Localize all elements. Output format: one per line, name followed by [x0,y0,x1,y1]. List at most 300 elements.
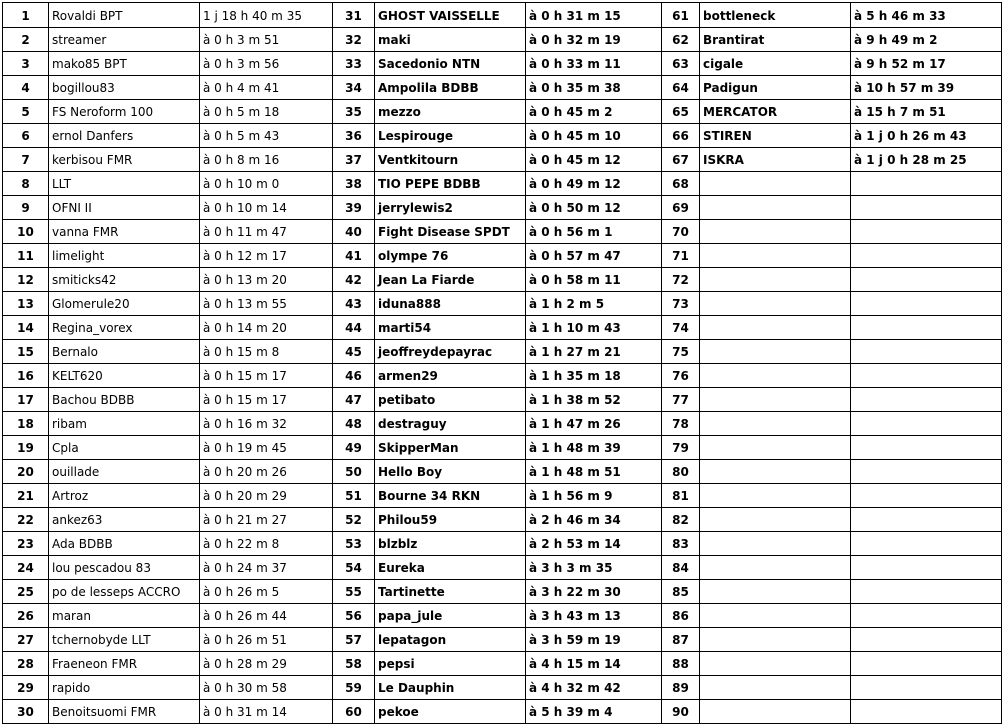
table-row [3,364,1002,388]
table-row [3,220,1002,244]
cell-time [851,292,1002,316]
cell-name: Fraeneon FMR [49,652,200,676]
cell-name: Rovaldi BPT [49,3,200,28]
cell-rank: 33 [333,52,375,76]
cell-rank: 40 [333,220,375,244]
cell-time: à 0 h 20 m 29 [200,484,333,508]
cell-rank: 5 [3,100,49,124]
cell-name: ernol Danfers [49,124,200,148]
cell-name [700,196,851,220]
cell-name: Eureka [375,556,526,580]
cell-rank: 75 [662,340,700,364]
cell-time: à 3 h 59 m 19 [526,628,662,652]
cell-time: à 0 h 30 m 58 [200,676,333,700]
cell-rank: 42 [333,268,375,292]
cell-name: Tartinette [375,580,526,604]
cell-time: à 0 h 11 m 47 [200,220,333,244]
cell-time: à 10 h 57 m 39 [851,76,1002,100]
cell-time: à 0 h 21 m 27 [200,508,333,532]
cell-name: Lespirouge [375,124,526,148]
cell-rank: 29 [3,676,49,700]
table-row [3,76,1002,100]
cell-name: pepsi [375,652,526,676]
table-row [3,484,1002,508]
cell-time: à 0 h 57 m 47 [526,244,662,268]
cell-time: à 0 h 35 m 38 [526,76,662,100]
cell-time: à 1 h 56 m 9 [526,484,662,508]
cell-time [851,388,1002,412]
table-row [3,28,1002,52]
cell-name: SkipperMan [375,436,526,460]
cell-time [851,604,1002,628]
table-row [3,316,1002,340]
table-row [3,700,1002,724]
cell-rank: 45 [333,340,375,364]
cell-time [851,676,1002,700]
cell-rank: 47 [333,388,375,412]
cell-time: à 9 h 52 m 17 [851,52,1002,76]
cell-rank: 61 [662,3,700,28]
cell-rank: 86 [662,604,700,628]
cell-name [700,436,851,460]
cell-time: à 0 h 3 m 56 [200,52,333,76]
cell-rank: 26 [3,604,49,628]
cell-rank: 27 [3,628,49,652]
cell-name [700,316,851,340]
cell-rank: 46 [333,364,375,388]
results-table [2,2,1002,724]
table-row [3,100,1002,124]
cell-time: à 0 h 26 m 5 [200,580,333,604]
cell-name: lou pescadou 83 [49,556,200,580]
cell-time: à 0 h 26 m 51 [200,628,333,652]
cell-name: Ventkitourn [375,148,526,172]
cell-name [700,172,851,196]
cell-rank: 82 [662,508,700,532]
cell-name: Ampolila BDBB [375,76,526,100]
cell-rank: 84 [662,556,700,580]
cell-time: à 3 h 43 m 13 [526,604,662,628]
cell-name: bottleneck [700,3,851,28]
cell-time: à 0 h 13 m 55 [200,292,333,316]
cell-rank: 13 [3,292,49,316]
cell-rank: 76 [662,364,700,388]
cell-rank: 7 [3,148,49,172]
cell-time: à 1 j 0 h 28 m 25 [851,148,1002,172]
cell-name: smiticks42 [49,268,200,292]
cell-time: à 0 h 33 m 11 [526,52,662,76]
cell-time: à 0 h 58 m 11 [526,268,662,292]
results-body [3,3,1002,724]
cell-time [851,580,1002,604]
cell-time: à 0 h 4 m 41 [200,76,333,100]
cell-rank: 73 [662,292,700,316]
cell-name: marti54 [375,316,526,340]
cell-name [700,340,851,364]
cell-rank: 22 [3,508,49,532]
cell-time: à 5 h 39 m 4 [526,700,662,724]
cell-time: à 0 h 31 m 15 [526,3,662,28]
table-row [3,628,1002,652]
cell-name [700,580,851,604]
cell-rank: 58 [333,652,375,676]
cell-rank: 55 [333,580,375,604]
cell-rank: 54 [333,556,375,580]
cell-name [700,484,851,508]
cell-name: bogillou83 [49,76,200,100]
cell-rank: 34 [333,76,375,100]
cell-name: mako85 BPT [49,52,200,76]
cell-rank: 63 [662,52,700,76]
cell-time: à 0 h 26 m 44 [200,604,333,628]
cell-rank: 1 [3,3,49,28]
cell-rank: 60 [333,700,375,724]
cell-name [700,604,851,628]
cell-name: ribam [49,412,200,436]
table-row [3,532,1002,556]
cell-rank: 77 [662,388,700,412]
cell-rank: 83 [662,532,700,556]
cell-time: à 2 h 46 m 34 [526,508,662,532]
cell-rank: 79 [662,436,700,460]
cell-time: à 0 h 24 m 37 [200,556,333,580]
cell-name: Brantirat [700,28,851,52]
cell-time: 1 j 18 h 40 m 35 [200,3,333,28]
cell-rank: 14 [3,316,49,340]
table-row [3,292,1002,316]
cell-rank: 12 [3,268,49,292]
cell-name [700,268,851,292]
cell-time: à 1 h 35 m 18 [526,364,662,388]
cell-time: à 0 h 5 m 43 [200,124,333,148]
cell-name: Cpla [49,436,200,460]
cell-rank: 24 [3,556,49,580]
cell-name [700,388,851,412]
cell-name: mezzo [375,100,526,124]
cell-name: LLT [49,172,200,196]
table-row [3,148,1002,172]
cell-time [851,460,1002,484]
cell-rank: 62 [662,28,700,52]
cell-time [851,172,1002,196]
cell-time: à 0 h 15 m 8 [200,340,333,364]
cell-name [700,364,851,388]
cell-name: Sacedonio NTN [375,52,526,76]
cell-time: à 0 h 5 m 18 [200,100,333,124]
cell-time: à 0 h 45 m 12 [526,148,662,172]
cell-time: à 0 h 15 m 17 [200,364,333,388]
cell-rank: 43 [333,292,375,316]
cell-time: à 0 h 49 m 12 [526,172,662,196]
cell-rank: 72 [662,268,700,292]
cell-rank: 90 [662,700,700,724]
cell-time: à 1 h 10 m 43 [526,316,662,340]
cell-time: à 0 h 12 m 17 [200,244,333,268]
table-row [3,196,1002,220]
table-row [3,52,1002,76]
cell-time: à 1 h 48 m 51 [526,460,662,484]
cell-time: à 0 h 8 m 16 [200,148,333,172]
cell-time: à 0 h 31 m 14 [200,700,333,724]
cell-rank: 19 [3,436,49,460]
cell-time [851,316,1002,340]
table-row [3,340,1002,364]
cell-time [851,532,1002,556]
cell-time: à 0 h 16 m 32 [200,412,333,436]
cell-rank: 17 [3,388,49,412]
cell-rank: 65 [662,100,700,124]
cell-rank: 89 [662,676,700,700]
cell-name [700,292,851,316]
cell-rank: 59 [333,676,375,700]
cell-name: olympe 76 [375,244,526,268]
cell-time: à 0 h 22 m 8 [200,532,333,556]
cell-time: à 0 h 14 m 20 [200,316,333,340]
cell-name [700,532,851,556]
cell-time [851,508,1002,532]
cell-name: MERCATOR [700,100,851,124]
cell-time: à 0 h 19 m 45 [200,436,333,460]
cell-rank: 38 [333,172,375,196]
cell-time: à 0 h 56 m 1 [526,220,662,244]
cell-rank: 44 [333,316,375,340]
cell-rank: 35 [333,100,375,124]
cell-name: Padigun [700,76,851,100]
table-row [3,412,1002,436]
cell-name: Jean La Fiarde [375,268,526,292]
cell-name [700,652,851,676]
cell-rank: 25 [3,580,49,604]
cell-name: TIO PEPE BDBB [375,172,526,196]
cell-rank: 21 [3,484,49,508]
cell-name: Le Dauphin [375,676,526,700]
cell-time: à 1 j 0 h 26 m 43 [851,124,1002,148]
cell-name: lepatagon [375,628,526,652]
cell-name: STIREN [700,124,851,148]
cell-time [851,652,1002,676]
cell-time [851,700,1002,724]
cell-rank: 18 [3,412,49,436]
cell-time: à 4 h 32 m 42 [526,676,662,700]
cell-rank: 10 [3,220,49,244]
cell-rank: 88 [662,652,700,676]
cell-time: à 3 h 3 m 35 [526,556,662,580]
table-row [3,460,1002,484]
cell-name: cigale [700,52,851,76]
cell-rank: 67 [662,148,700,172]
cell-time: à 4 h 15 m 14 [526,652,662,676]
cell-time [851,628,1002,652]
cell-name: Benoitsuomi FMR [49,700,200,724]
cell-time: à 15 h 7 m 51 [851,100,1002,124]
table-row [3,508,1002,532]
cell-rank: 57 [333,628,375,652]
table-row [3,388,1002,412]
cell-time: à 2 h 53 m 14 [526,532,662,556]
cell-time [851,412,1002,436]
cell-time: à 1 h 27 m 21 [526,340,662,364]
cell-time: à 1 h 2 m 5 [526,292,662,316]
cell-name: Glomerule20 [49,292,200,316]
cell-rank: 37 [333,148,375,172]
cell-time: à 1 h 48 m 39 [526,436,662,460]
cell-name: vanna FMR [49,220,200,244]
cell-name: Artroz [49,484,200,508]
cell-rank: 32 [333,28,375,52]
table-row [3,172,1002,196]
cell-time: à 0 h 3 m 51 [200,28,333,52]
cell-time: à 0 h 32 m 19 [526,28,662,52]
cell-name: petibato [375,388,526,412]
cell-name: iduna888 [375,292,526,316]
cell-rank: 50 [333,460,375,484]
cell-name: Bachou BDBB [49,388,200,412]
cell-rank: 78 [662,412,700,436]
cell-time [851,556,1002,580]
table-row [3,676,1002,700]
table-row [3,652,1002,676]
cell-name: jerrylewis2 [375,196,526,220]
cell-time [851,340,1002,364]
cell-rank: 85 [662,580,700,604]
cell-rank: 69 [662,196,700,220]
cell-name: blzblz [375,532,526,556]
cell-name [700,700,851,724]
cell-name [700,460,851,484]
cell-name: streamer [49,28,200,52]
cell-time [851,364,1002,388]
cell-name: maki [375,28,526,52]
cell-time: à 0 h 45 m 10 [526,124,662,148]
cell-name: Philou59 [375,508,526,532]
cell-name: Fight Disease SPDT [375,220,526,244]
cell-time: à 0 h 28 m 29 [200,652,333,676]
cell-name: limelight [49,244,200,268]
cell-name: papa_jule [375,604,526,628]
cell-name: jeoffreydepayrac [375,340,526,364]
cell-time: à 1 h 38 m 52 [526,388,662,412]
cell-name: po de lesseps ACCRO [49,580,200,604]
cell-time: à 5 h 46 m 33 [851,3,1002,28]
cell-name: ouillade [49,460,200,484]
cell-rank: 87 [662,628,700,652]
cell-rank: 66 [662,124,700,148]
cell-time: à 0 h 45 m 2 [526,100,662,124]
cell-rank: 3 [3,52,49,76]
cell-name: tchernobyde LLT [49,628,200,652]
cell-name: ankez63 [49,508,200,532]
cell-rank: 52 [333,508,375,532]
cell-time [851,220,1002,244]
cell-time: à 9 h 49 m 2 [851,28,1002,52]
cell-rank: 15 [3,340,49,364]
table-row [3,580,1002,604]
cell-name [700,220,851,244]
cell-name: maran [49,604,200,628]
cell-time: à 1 h 47 m 26 [526,412,662,436]
cell-time [851,196,1002,220]
cell-rank: 70 [662,220,700,244]
cell-time: à 0 h 10 m 0 [200,172,333,196]
cell-rank: 16 [3,364,49,388]
cell-rank: 51 [333,484,375,508]
cell-time [851,484,1002,508]
cell-rank: 74 [662,316,700,340]
cell-name: Ada BDBB [49,532,200,556]
cell-name: Bourne 34 RKN [375,484,526,508]
cell-rank: 56 [333,604,375,628]
cell-rank: 53 [333,532,375,556]
cell-time: à 0 h 20 m 26 [200,460,333,484]
cell-time [851,268,1002,292]
cell-rank: 2 [3,28,49,52]
cell-rank: 71 [662,244,700,268]
cell-rank: 64 [662,76,700,100]
cell-rank: 11 [3,244,49,268]
cell-rank: 31 [333,3,375,28]
cell-name: GHOST VAISSELLE [375,3,526,28]
cell-rank: 39 [333,196,375,220]
cell-name [700,628,851,652]
cell-rank: 30 [3,700,49,724]
cell-name [700,676,851,700]
cell-rank: 4 [3,76,49,100]
cell-time: à 0 h 15 m 17 [200,388,333,412]
cell-rank: 20 [3,460,49,484]
cell-name: OFNI II [49,196,200,220]
cell-name [700,412,851,436]
cell-rank: 9 [3,196,49,220]
cell-name: Hello Boy [375,460,526,484]
table-row [3,244,1002,268]
cell-time [851,436,1002,460]
cell-rank: 80 [662,460,700,484]
cell-time: à 0 h 13 m 20 [200,268,333,292]
cell-name: FS Neroform 100 [49,100,200,124]
cell-time: à 3 h 22 m 30 [526,580,662,604]
cell-name: destraguy [375,412,526,436]
cell-rank: 49 [333,436,375,460]
cell-rank: 28 [3,652,49,676]
cell-time: à 0 h 10 m 14 [200,196,333,220]
cell-time: à 0 h 50 m 12 [526,196,662,220]
cell-name: pekoe [375,700,526,724]
table-row [3,436,1002,460]
cell-rank: 6 [3,124,49,148]
cell-name: rapido [49,676,200,700]
cell-name: KELT620 [49,364,200,388]
cell-name [700,556,851,580]
cell-time [851,244,1002,268]
cell-rank: 48 [333,412,375,436]
cell-name [700,508,851,532]
cell-name: kerbisou FMR [49,148,200,172]
cell-name: ISKRA [700,148,851,172]
table-row [3,124,1002,148]
cell-name: Bernalo [49,340,200,364]
table-row [3,604,1002,628]
table-row [3,268,1002,292]
table-row [3,556,1002,580]
cell-rank: 36 [333,124,375,148]
cell-rank: 68 [662,172,700,196]
cell-name: Regina_vorex [49,316,200,340]
cell-name [700,244,851,268]
cell-name: armen29 [375,364,526,388]
table-row [3,3,1002,28]
cell-rank: 41 [333,244,375,268]
cell-rank: 8 [3,172,49,196]
